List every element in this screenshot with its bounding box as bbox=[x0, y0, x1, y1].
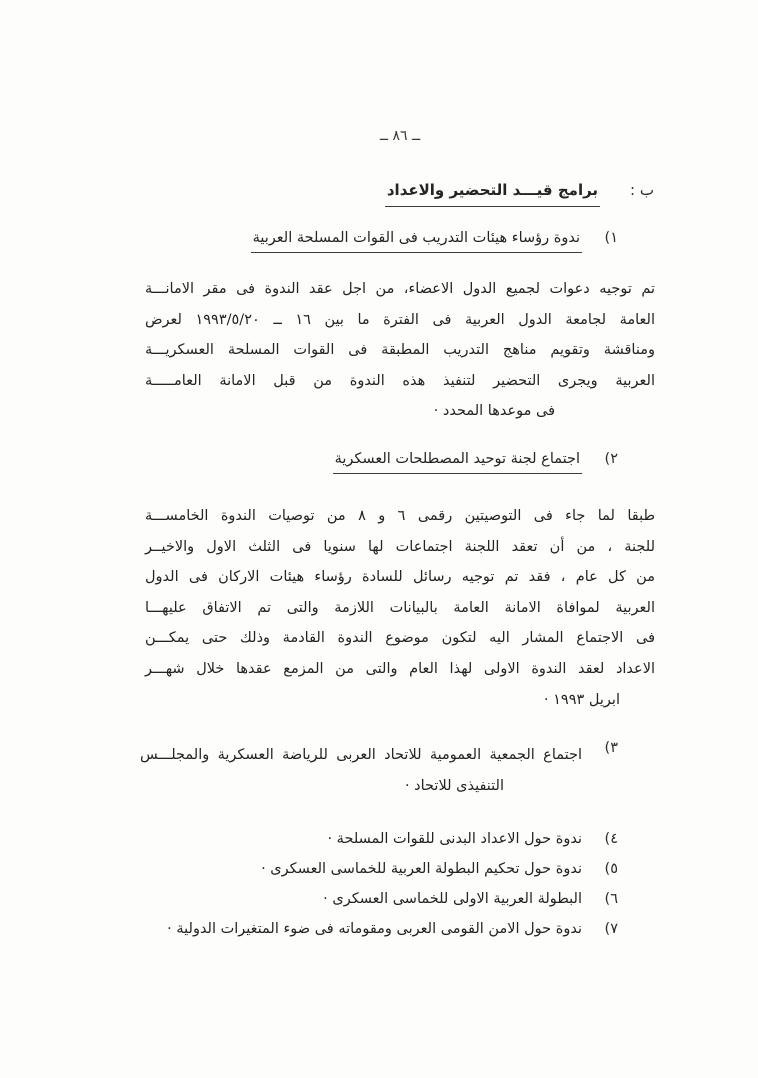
item-2-number: ٢) bbox=[604, 451, 618, 467]
paragraph-line: اجتماع الجمعية العمومية للاتحاد العربى للرياضة العسكرية والمجلـــس bbox=[140, 747, 582, 763]
section-title: برامج قيـــد التحضير والاعداد bbox=[385, 181, 600, 207]
paragraph-line: ومناقشة وتقويم مناهج التدريب المطبقة فى القوات المسلحة العسكريـــة bbox=[145, 342, 655, 359]
item-3-text bbox=[140, 740, 582, 801]
paragraph-line: الاعداد لعقد الندوة الاولى لهذا العام والتى من المزمع عقدها خلال شهـــر bbox=[145, 660, 655, 677]
paragraph-line: العربية لموافاة الامانة العامة بالبيانات اللازمة والتى تم الاتفاق عليهـــا bbox=[145, 599, 655, 616]
item-5-number: ٥) bbox=[604, 861, 618, 877]
item-3-number: ٣) bbox=[604, 740, 618, 756]
section-header bbox=[385, 181, 654, 207]
item-1-title: ندوة رؤساء هيئات التدريب فى القوات المسلحة العربية bbox=[251, 230, 582, 253]
list-item-5 bbox=[261, 859, 618, 879]
paragraph-2 bbox=[145, 501, 655, 715]
list-item-3 bbox=[140, 740, 618, 801]
paragraph-line: فى موعدها المحدد · bbox=[433, 403, 555, 420]
paragraph-line: التنفيذى للاتحاد · bbox=[404, 777, 504, 794]
item-6-number: ٦) bbox=[604, 891, 618, 907]
item-7-number: ٧) bbox=[604, 921, 618, 937]
item-5-text: ندوة حول تحكيم البطولة العربية للخماسى العسكرى · bbox=[261, 861, 582, 877]
paragraph-line: ابريل ١٩٩٣ · bbox=[543, 691, 620, 708]
list-item-7 bbox=[167, 919, 618, 939]
item-4-text: ندوة حول الاعداد البدنى للقوات المسلحة · bbox=[327, 831, 582, 847]
paragraph-1 bbox=[145, 274, 655, 427]
paragraph-line: فى الاجتماع المشار اليه لتكون موضوع الندوة القادمة وذلك حتى يمكـــن bbox=[145, 630, 655, 647]
item-2-title: اجتماع لجنة توحيد المصطلحات العسكرية bbox=[333, 451, 582, 474]
item-1-number: ١) bbox=[604, 230, 618, 246]
list-item-1 bbox=[251, 230, 618, 253]
paragraph-line: العربية ويجرى التحضير لتنفيذ هذه الندوة من قبل الامانة العامـــــة bbox=[145, 372, 655, 389]
paragraph-line: من كل عام ، فقد تم توجيه رسائل للسادة رؤساء هيئات الاركان فى الدول bbox=[145, 569, 655, 586]
list-item-2 bbox=[333, 451, 618, 474]
item-6-text: البطولة العربية الاولى للخماسى العسكرى · bbox=[323, 891, 582, 907]
paragraph-line: للجنة ، من أن تعقد اللجنة اجتماعات لها سنويا فى الثلث الاول والاخيــر bbox=[145, 538, 655, 555]
list-item-6 bbox=[323, 889, 618, 909]
page-number: ــ ٨٦ ــ bbox=[379, 128, 421, 144]
paragraph-line: العامة لجامعة الدول العربية فى الفترة ما بين ١٦ ــ ١٩٩٣/٥/٢٠ لعرض bbox=[145, 311, 655, 328]
paragraph-line: طبقا لما جاء فى التوصيتين رقمى ٦ و ٨ من توصيات الندوة الخامســـة bbox=[145, 508, 655, 524]
section-marker: ب : bbox=[630, 181, 654, 199]
paragraph-line: تم توجيه دعوات لجميع الدول الاعضاء، من اجل عقد الندوة فى مقر الامانـــة bbox=[145, 281, 655, 297]
list-item-4 bbox=[327, 829, 618, 849]
item-4-number: ٤) bbox=[604, 831, 618, 847]
item-7-text: ندوة حول الامن القومى العربى ومقوماته فى ضوء المتغيرات الدولية · bbox=[167, 921, 582, 937]
